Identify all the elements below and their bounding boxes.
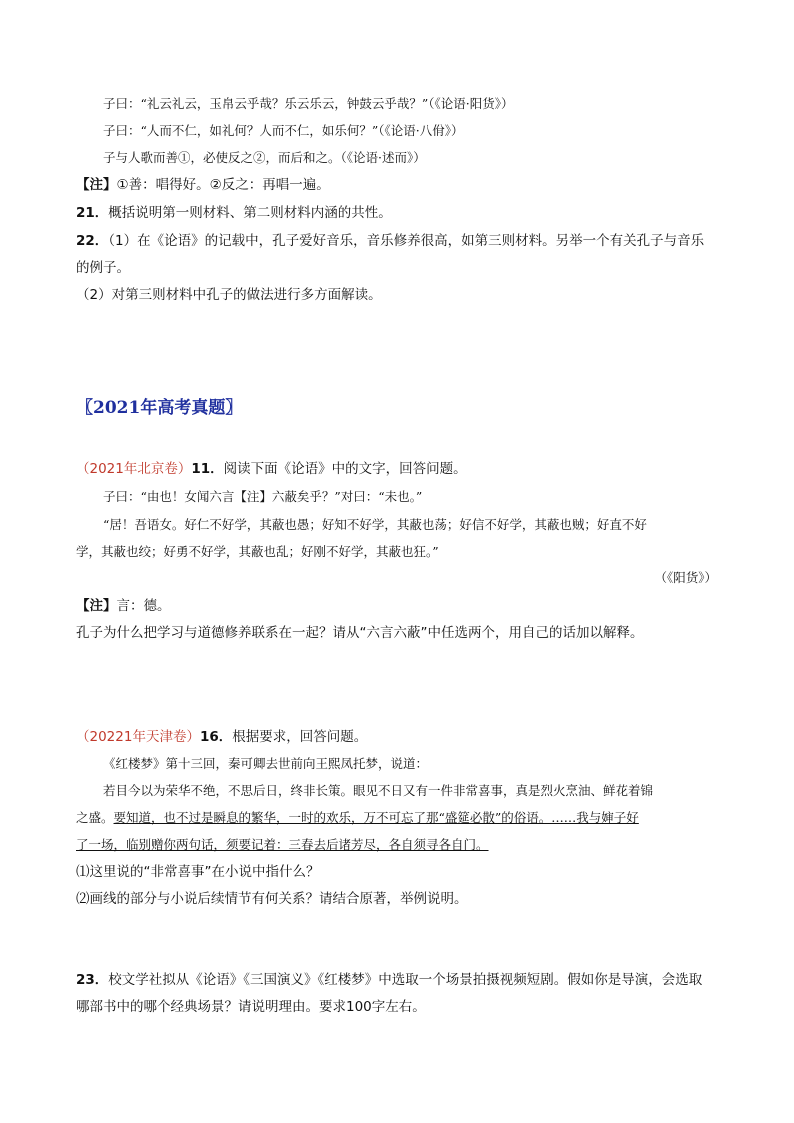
question-16-sub2: ⑵画线的部分与小说后续情节有何关系？请结合原著，举例说明。 — [76, 891, 468, 907]
question-16-prompt: 根据要求，回答问题。 — [232, 729, 368, 745]
question-11-source: （2021年北京卷） — [76, 461, 192, 477]
question-11-number: 11． — [191, 461, 224, 477]
question-16-text-line2: 若目今以为荣华不绝，不思后日，终非长策。眼见不日又有一件非常喜事，真是烈火烹油、鲜花着锦 — [103, 783, 654, 798]
question-11-note-text: 言：德。 — [116, 598, 171, 614]
question-11-question: 孔子为什么把学习与道德修养联系在一起？请从“六言六蔽”中任选两个，用自己的话加以解释。 — [76, 625, 644, 641]
question-22-part1-line2: 的例子。 — [76, 260, 130, 276]
question-16-sub1: ⑴这里说的“非常喜事”在小说中指什么？ — [76, 864, 320, 880]
question-16-text-line3 — [76, 808, 639, 828]
question-16 — [76, 727, 367, 747]
question-21-text: 概括说明第一则材料、第二则材料内涵的共性。 — [108, 205, 392, 221]
question-16-underlined-2: 了一场，临别赠你两句话，须要记着：三春去后诸芳尽，各自须寻各自门。 — [76, 837, 489, 852]
question-22-number: 22． — [76, 233, 109, 249]
question-11-text-line2: “居！吾语女。好仁不好学，其蔽也愚；好知不好学，其蔽也荡；好信不好学，其蔽也贼；好直不好 — [103, 517, 647, 532]
section-heading: 〖2021年高考真题〗 — [76, 398, 243, 418]
question-23 — [76, 970, 702, 990]
question-16-text-line1: 《红楼梦》第十三回，秦可卿去世前向王熙凤托梦，说道： — [103, 756, 429, 771]
material-3: 子与人歌而善①，必使反之②，而后和之。（《论语·述而》） — [103, 150, 426, 165]
question-16-number: 16． — [199, 729, 233, 745]
material-2: 子曰：“人而不仁，如礼何？人而不仁，如乐何？”（《论语·八佾》） — [103, 123, 464, 138]
question-16-source: （20221年天津卷） — [76, 729, 200, 745]
question-23-line1: 校文学社拟从《论语》《三国演义》《红楼梦》中选取一个场景拍摄视频短剧。假如你是导演，会选取 — [108, 972, 703, 988]
note-text: ①善：唱得好。②反之：再唱一遍。 — [116, 177, 330, 193]
question-22-part2: （2）对第三则材料中孔子的做法进行多方面解读。 — [76, 287, 382, 303]
question-23-line2: 哪部书中的哪个经典场景？请说明理由。要求100字左右。 — [76, 999, 426, 1015]
question-16-text-line3-start: 之盛。 — [76, 810, 114, 825]
question-22-part1-line1: （1）在《论语》的记载中，孔子爱好音乐，音乐修养很高，如第三则材料。另举一个有关孔子与音乐 — [108, 233, 705, 249]
question-22-part1 — [76, 231, 704, 251]
question-11-note-label: 【注】 — [76, 598, 117, 614]
question-21-number: 21． — [76, 205, 109, 221]
question-11-citation: （《阳货》） — [654, 570, 717, 585]
material-1: 子曰：“礼云礼云，玉帛云乎哉？乐云乐云，钟鼓云乎哉？”（《论语·阳货》） — [103, 96, 514, 111]
question-11-note — [76, 596, 171, 616]
question-21 — [76, 203, 392, 223]
question-11 — [76, 459, 467, 479]
question-11-text-line1: 子曰：“由也！女闻六言【注】六蔽矣乎？”对曰：“未也。” — [103, 489, 423, 504]
note-label: 【注】 — [76, 177, 117, 193]
question-11-text-line3: 学，其蔽也绞；好勇不好学，其蔽也乱；好刚不好学，其蔽也狂。” — [76, 544, 439, 559]
question-16-underlined-1: 要知道，也不过是瞬息的繁华，一时的欢乐，万不可忘了那“盛筵必散”的俗语。……我与婶子好 — [113, 810, 639, 825]
note-1 — [76, 175, 330, 195]
question-23-number: 23． — [76, 972, 109, 988]
question-11-prompt: 阅读下面《论语》中的文字，回答问题。 — [223, 461, 467, 477]
